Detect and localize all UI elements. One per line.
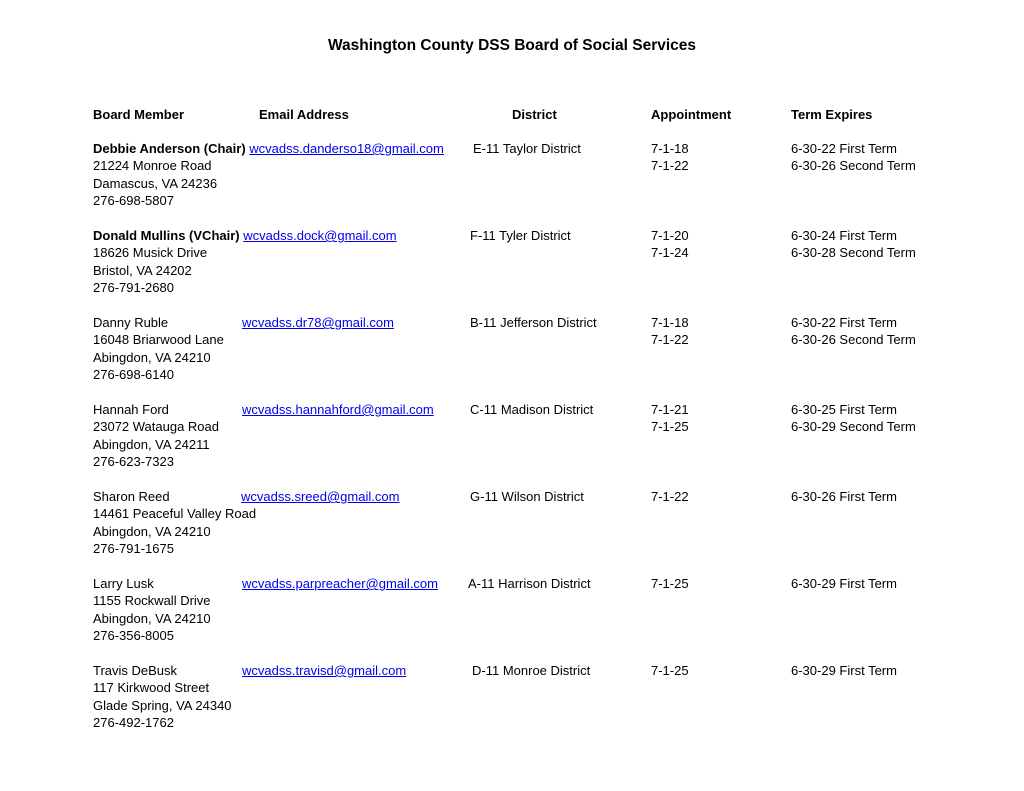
member-info xyxy=(93,575,211,645)
member-phone: 276-623-7323 xyxy=(93,454,174,470)
member-address: 117 Kirkwood Street xyxy=(93,680,210,696)
member-name: Donald Mullins (VChair) xyxy=(93,228,240,243)
member-entry xyxy=(93,140,953,220)
member-email-link[interactable]: wcvadss.danderso18@gmail.com xyxy=(249,141,444,156)
header-term-expires: Term Expires xyxy=(791,107,873,122)
member-phone: 276-698-6140 xyxy=(93,367,174,383)
member-appointments xyxy=(651,575,689,592)
member-district: G-11 Wilson District xyxy=(470,489,584,504)
member-appointments xyxy=(651,314,689,349)
member-district: A-11 Harrison District xyxy=(468,576,591,591)
member-terms xyxy=(791,488,897,505)
member-email-link[interactable]: wcvadss.sreed@gmail.com xyxy=(241,489,400,504)
member-name: Sharon Reed xyxy=(93,489,170,504)
term-expiry: 6-30-26 Second Term xyxy=(791,332,916,348)
member-info xyxy=(93,401,219,471)
member-city: Abingdon, VA 24210 xyxy=(93,610,211,626)
member-district: B-11 Jefferson District xyxy=(470,315,597,330)
member-entry xyxy=(93,227,953,307)
appointment-date: 7-1-22 xyxy=(651,332,689,348)
member-info xyxy=(93,140,444,210)
appointment-date: 7-1-25 xyxy=(651,419,689,435)
page-title: Washington County DSS Board of Social Services xyxy=(327,37,697,54)
member-phone: 276-791-1675 xyxy=(93,541,174,557)
member-terms xyxy=(791,401,916,436)
term-expiry: 6-30-29 Second Term xyxy=(791,419,916,435)
term-expiry: 6-30-22 First Term xyxy=(791,141,897,156)
member-appointments xyxy=(651,488,689,505)
member-entry xyxy=(93,314,953,394)
member-city: Abingdon, VA 24210 xyxy=(93,523,211,539)
header-board-member: Board Member xyxy=(93,107,185,122)
appointment-date: 7-1-18 xyxy=(651,315,689,330)
member-info xyxy=(93,488,256,558)
member-email-link[interactable]: wcvadss.dock@gmail.com xyxy=(243,228,397,243)
member-district: D-11 Monroe District xyxy=(472,663,591,678)
appointment-date: 7-1-22 xyxy=(651,158,689,174)
member-terms xyxy=(791,314,916,349)
term-expiry: 6-30-28 Second Term xyxy=(791,245,916,261)
term-expiry: 6-30-22 First Term xyxy=(791,315,897,330)
member-appointments xyxy=(651,140,689,175)
appointment-date: 7-1-18 xyxy=(651,141,689,156)
term-expiry: 6-30-29 First Term xyxy=(791,663,897,678)
member-terms xyxy=(791,227,916,262)
member-info xyxy=(93,314,224,384)
term-expiry: 6-30-29 First Term xyxy=(791,576,897,591)
member-name: Debbie Anderson (Chair) xyxy=(93,141,246,156)
member-terms xyxy=(791,662,897,679)
appointment-date: 7-1-25 xyxy=(651,576,689,591)
member-address: 1155 Rockwall Drive xyxy=(93,593,211,609)
member-name: Travis DeBusk xyxy=(93,663,178,678)
member-appointments xyxy=(651,227,689,262)
member-city: Glade Spring, VA 24340 xyxy=(93,697,232,713)
member-address: 14461 Peaceful Valley Road xyxy=(93,506,257,522)
member-entry xyxy=(93,662,953,742)
member-terms xyxy=(791,575,897,592)
member-phone: 276-356-8005 xyxy=(93,628,174,644)
term-expiry: 6-30-25 First Term xyxy=(791,402,897,417)
appointment-date: 7-1-24 xyxy=(651,245,689,261)
member-city: Abingdon, VA 24210 xyxy=(93,349,211,365)
term-expiry: 6-30-26 First Term xyxy=(791,489,897,504)
member-city: Damascus, VA 24236 xyxy=(93,175,218,191)
member-email-link[interactable]: wcvadss.travisd@gmail.com xyxy=(242,663,407,678)
member-appointments xyxy=(651,401,689,436)
member-info xyxy=(93,227,397,297)
header-appointment: Appointment xyxy=(651,107,732,122)
appointment-date: 7-1-21 xyxy=(651,402,689,417)
member-district: E-11 Taylor District xyxy=(473,141,581,156)
member-terms xyxy=(791,140,916,175)
term-expiry: 6-30-26 Second Term xyxy=(791,158,916,174)
member-entry xyxy=(93,401,953,481)
term-expiry: 6-30-24 First Term xyxy=(791,228,897,243)
member-city: Bristol, VA 24202 xyxy=(93,262,192,278)
member-entry xyxy=(93,488,953,568)
member-info xyxy=(93,662,232,732)
member-address: 21224 Monroe Road xyxy=(93,158,212,174)
member-city: Abingdon, VA 24211 xyxy=(93,436,210,452)
member-name: Larry Lusk xyxy=(93,576,154,591)
member-email-link[interactable]: wcvadss.parpreacher@gmail.com xyxy=(242,576,438,591)
member-phone: 276-698-5807 xyxy=(93,193,174,209)
member-address: 23072 Watauga Road xyxy=(93,419,220,435)
appointment-date: 7-1-22 xyxy=(651,489,689,504)
member-district: F-11 Tyler District xyxy=(470,228,571,243)
member-phone: 276-492-1762 xyxy=(93,715,174,731)
appointment-date: 7-1-25 xyxy=(651,663,689,678)
header-district: District xyxy=(512,107,557,122)
member-appointments xyxy=(651,662,689,679)
member-name: Danny Ruble xyxy=(93,315,169,330)
member-name: Hannah Ford xyxy=(93,402,169,417)
member-email-link[interactable]: wcvadss.hannahford@gmail.com xyxy=(242,402,434,417)
appointment-date: 7-1-20 xyxy=(651,228,689,243)
member-district: C-11 Madison District xyxy=(470,402,594,417)
member-phone: 276-791-2680 xyxy=(93,280,174,296)
member-address: 18626 Musick Drive xyxy=(93,245,208,261)
member-email-link[interactable]: wcvadss.dr78@gmail.com xyxy=(242,315,394,330)
member-address: 16048 Briarwood Lane xyxy=(93,332,224,348)
header-email-address: Email Address xyxy=(259,107,349,122)
member-entry xyxy=(93,575,953,655)
